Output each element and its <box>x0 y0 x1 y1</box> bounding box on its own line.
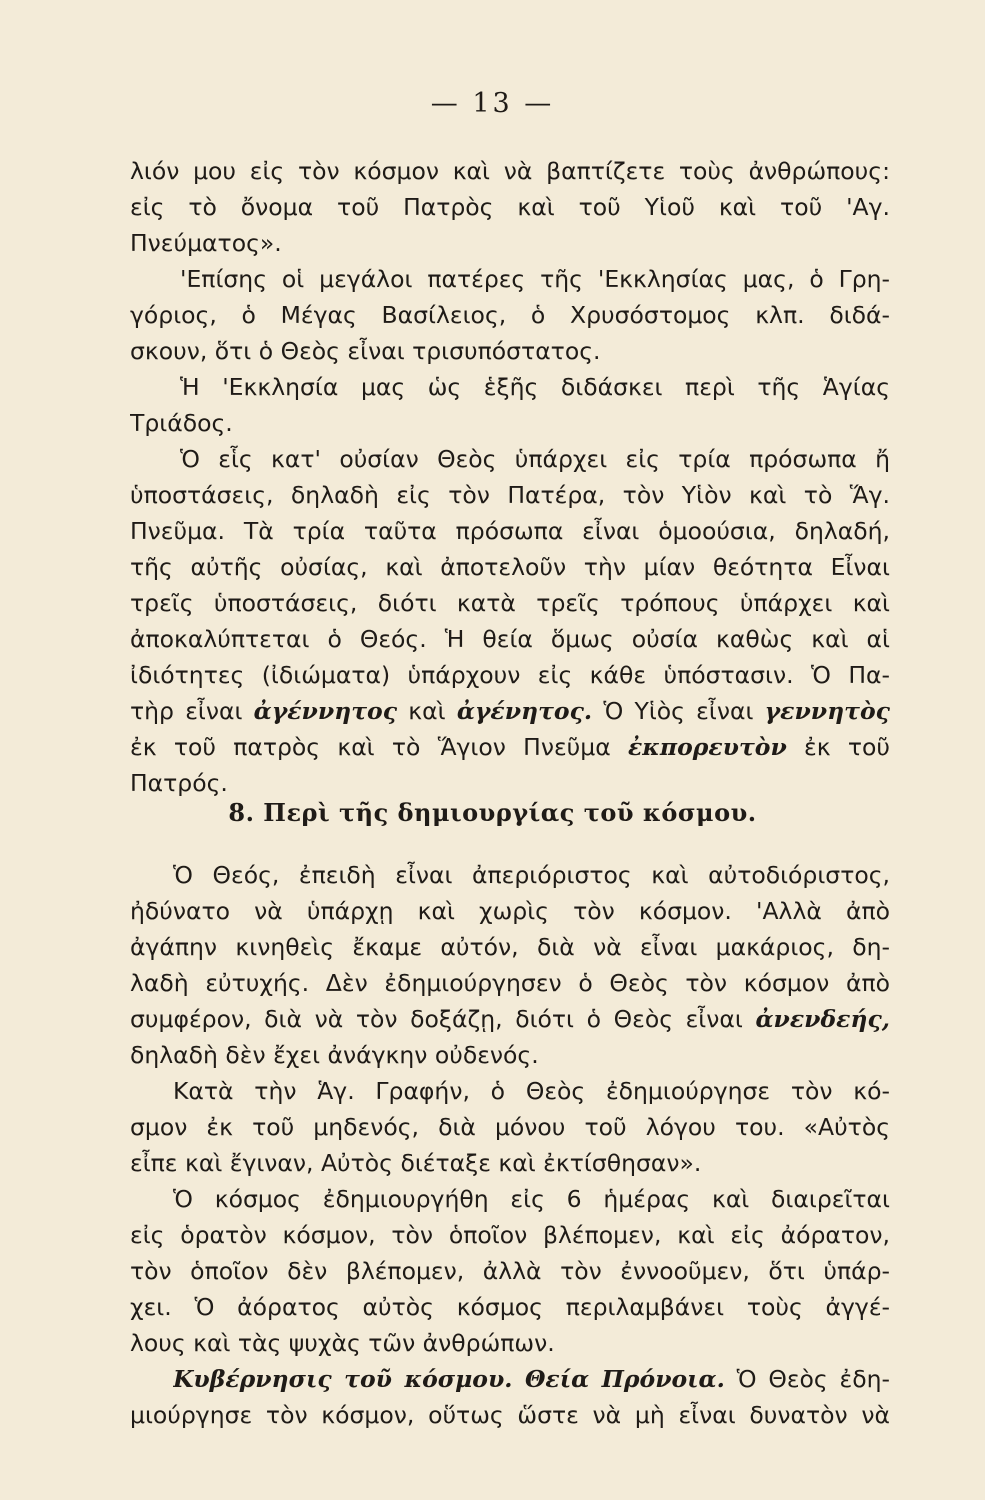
text-line: λαδὴ εὐτυχής. Δὲν ἐδημιούργησεν ὁ Θεὸς τὸν κόσμον ἀπὸ <box>130 969 890 997</box>
text-line: Πνεῦμα. Τὰ τρία ταῦτα πρόσωπα εἶναι ὁμοούσια, δηλαδή, <box>130 517 890 545</box>
text-line: τρεῖς ὑποστάσεις, διότι κατὰ τρεῖς τρόπους ὑπάρχει καὶ <box>130 589 890 617</box>
text-line <box>130 693 890 729</box>
text-line: τῆς αὐτῆς οὐσίας, καὶ ἀποτελοῦν τὴν μίαν θεότητα Εἶναι <box>130 553 890 581</box>
text-line: ὑποστάσεις, δηλαδὴ εἰς τὸν Πατέρα, τὸν Υἱὸν καὶ τὸ Ἅγ. <box>130 481 890 509</box>
text-line: χει. Ὁ ἀόρατος αὐτὸς κόσμος περιλαμβάνει τοὺς ἀγγέ- <box>130 1293 890 1321</box>
text-line: μιούργησε τὸν κόσμον, οὕτως ὥστε νὰ μὴ εἶναι δυνατὸν νὰ <box>130 1401 890 1429</box>
text-line <box>130 729 890 765</box>
text-line: εἰς ὁρατὸν κόσμον, τὸν ὁποῖον βλέπομεν, καὶ εἰς ἀόρατον, <box>130 1221 890 1249</box>
text-line: Πατρός. <box>130 769 228 797</box>
text-line: Κατὰ τὴν Ἁγ. Γραφήν, ὁ Θεὸς ἐδημιούργησε τὸν κό- <box>173 1077 890 1105</box>
emphasis-term: ἐκπορευτὸν <box>627 733 787 761</box>
text-line: Ὁ εἷς κατ' οὐσίαν Θεὸς ὑπάρχει εἰς τρία πρόσωπα ἤ <box>180 445 890 473</box>
text-line: ἀγάπην κινηθεὶς ἔκαμε αὐτόν, διὰ νὰ εἶναι μακάριος, δη- <box>130 933 890 961</box>
emphasis-term: ἀγένητος. <box>456 697 593 725</box>
text-fragment: τὴρ εἶναι <box>130 697 243 725</box>
section-heading: 8. Περὶ τῆς δημιουργίας τοῦ κόσμου. <box>228 798 757 827</box>
text-fragment: Ὁ Θεὸς ἐδη- <box>736 1365 890 1393</box>
text-line <box>173 1361 890 1397</box>
text-fragment: Ὁ Υἱὸς εἶναι <box>603 697 754 725</box>
emphasis-term: γεννητὸς <box>764 697 890 725</box>
text-line: λιόν μου εἰς τὸν κόσμον καὶ νὰ βαπτίζετε τοὺς ἀνθρώπους: <box>130 157 890 185</box>
text-line: γόριος, ὁ Μέγας Βασίλειος, ὁ Χρυσόστομος κλπ. διδά- <box>130 301 890 329</box>
text-fragment: ἐκ τοῦ <box>804 733 890 761</box>
text-line: εἶπε καὶ ἔγιναν, Αὐτὸς διέταξε καὶ ἐκτίσθησαν». <box>130 1149 702 1177</box>
text-line: Τριάδος. <box>130 409 233 437</box>
text-line <box>130 1001 890 1037</box>
emphasis-term: ἀνενδεής, <box>755 1005 890 1033</box>
text-line: δηλαδὴ δὲν ἔχει ἀνάγκην οὐδενός. <box>130 1041 539 1069</box>
text-line: σμον ἐκ τοῦ μηδενός, διὰ μόνου τοῦ λόγου του. «Αὐτὸς <box>130 1113 890 1141</box>
text-fragment: καὶ <box>408 697 446 725</box>
text-line: λους καὶ τὰς ψυχὰς τῶν ἀνθρώπων. <box>130 1329 555 1357</box>
emphasis-heading: Κυβέρνησις τοῦ κόσμου. Θεία Πρόνοια. <box>173 1365 725 1393</box>
emphasis-term: ἀγέννητος <box>253 697 398 725</box>
text-line: 'Επίσης οἱ μεγάλοι πατέρες τῆς 'Εκκλησίας μας, ὁ Γρη- <box>180 265 890 293</box>
page-number: — 13 — <box>430 88 555 119</box>
text-line: ἠδύνατο νὰ ὑπάρχῃ καὶ χωρὶς τὸν κόσμον. 'Αλλὰ ἀπὸ <box>130 897 890 925</box>
text-line: τὸν ὁποῖον δὲν βλέπομεν, ἀλλὰ τὸν ἐννοοῦμεν, ὅτι ὑπάρ- <box>130 1257 890 1285</box>
text-line: εἰς τὸ ὄνομα τοῦ Πατρὸς καὶ τοῦ Υἱοῦ καὶ τοῦ 'Αγ. <box>130 193 890 221</box>
text-fragment: συμφέρον, διὰ νὰ τὸν δοξάζῃ, διότι ὁ Θεὸς εἶναι <box>130 1005 743 1033</box>
text-line: ἀποκαλύπτεται ὁ Θεός. Ἡ θεία ὅμως οὐσία καθὼς καὶ αἱ <box>130 625 890 653</box>
text-line: σκουν, ὅτι ὁ Θεὸς εἶναι τρισυπόστατος. <box>130 337 601 365</box>
text-line: Ἡ 'Εκκλησία μας ὡς ἑξῆς διδάσκει περὶ τῆς Ἁγίας <box>180 373 890 401</box>
text-line: Πνεύματος». <box>130 229 282 257</box>
text-fragment: ἐκ τοῦ πατρὸς καὶ τὸ Ἅγιον Πνεῦμα <box>130 733 611 761</box>
text-line: Ὁ Θεός, ἐπειδὴ εἶναι ἀπεριόριστος καὶ αὐτοδιόριστος, <box>173 861 890 889</box>
text-line: ἰδιότητες (ἰδιώματα) ὑπάρχουν εἰς κάθε ὑπόστασιν. Ὁ Πα- <box>130 661 890 689</box>
text-line: Ὁ κόσμος ἐδημιουργήθη εἰς 6 ἡμέρας καὶ διαιρεῖται <box>173 1185 890 1213</box>
